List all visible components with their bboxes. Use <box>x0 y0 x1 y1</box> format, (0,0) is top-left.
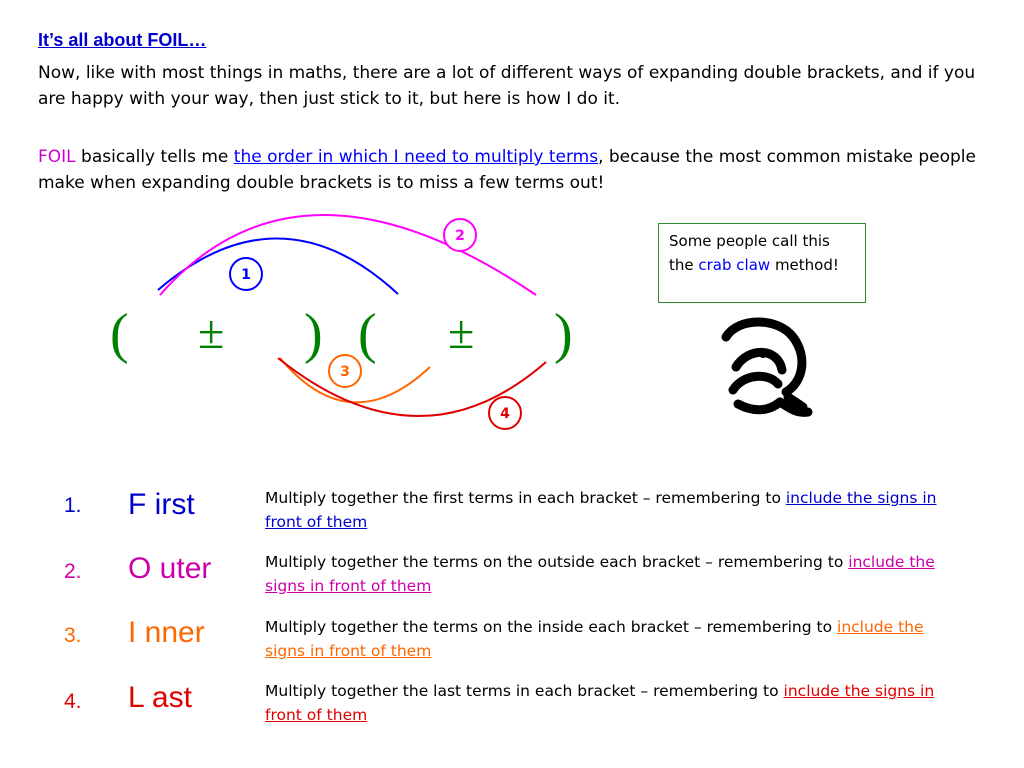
crab-claw-note <box>658 223 866 303</box>
signs-link-3[interactable]: include the signs in front of them <box>265 618 924 660</box>
bracket-open-2: ( <box>358 303 377 365</box>
note-text-2: method! <box>770 256 839 274</box>
list-word-outer: O uter <box>128 552 212 585</box>
bracket-close-1: ) <box>304 303 323 365</box>
plus-minus-1: ± <box>198 306 225 359</box>
list-desc-outer <box>265 550 965 598</box>
signs-link-1[interactable]: include the signs in front of them <box>265 489 937 531</box>
plus-minus-2: ± <box>448 306 475 359</box>
foil-paragraph <box>38 144 998 196</box>
desc-text-3: Multiply together the terms on the inside each bracket – remembering to <box>265 618 838 636</box>
list-number-2: 2. <box>64 560 82 583</box>
label-1: 1 <box>241 267 251 283</box>
list-word-last: L ast <box>128 681 192 714</box>
list-desc-last <box>265 679 965 727</box>
crab-claw-icon <box>708 312 823 422</box>
signs-link-4[interactable]: include the signs in front of them <box>265 682 935 724</box>
desc-text-1: Multiply together the first terms in each bracket – remembering to <box>265 489 786 507</box>
foil-text-1: basically tells me <box>75 147 234 167</box>
note-text-1: Some people call this the <box>669 232 830 274</box>
foil-diagram <box>0 200 640 440</box>
label-3: 3 <box>340 364 350 380</box>
list-word-first: F irst <box>128 488 195 521</box>
list-number-3: 3. <box>64 624 82 647</box>
order-link[interactable]: the order in which I need to multiply terms <box>233 147 599 167</box>
intro-paragraph: Now, like with most things in maths, there are a lot of different ways of expanding double brackets, and if you are happy with your way, then just stick to it, but here is how I do it. <box>38 63 976 109</box>
list-number-1: 1. <box>64 494 82 517</box>
label-4: 4 <box>500 406 510 422</box>
foil-word: FOIL <box>38 147 76 167</box>
list-number-4: 4. <box>64 690 82 713</box>
label-2: 2 <box>455 228 465 244</box>
arc-first <box>158 238 398 294</box>
bracket-close-2: ) <box>554 303 573 365</box>
desc-text-4: Multiply together the last terms in each bracket – remembering to <box>265 682 784 700</box>
foil-text-2: , because the most common mistake people make when expanding double brackets is to miss a few terms out! <box>38 147 976 193</box>
signs-link-2[interactable]: include the signs in front of them <box>265 553 935 595</box>
page-title: It’s all about FOIL… <box>38 30 207 50</box>
list-word-inner: I nner <box>128 616 205 649</box>
list-desc-first <box>265 486 965 534</box>
bracket-open-1: ( <box>110 303 129 365</box>
crab-claw-highlight: crab claw <box>698 256 771 274</box>
list-desc-inner <box>265 615 965 663</box>
arc-outer <box>160 215 536 295</box>
desc-text-2: Multiply together the terms on the outside each bracket – remembering to <box>265 553 849 571</box>
